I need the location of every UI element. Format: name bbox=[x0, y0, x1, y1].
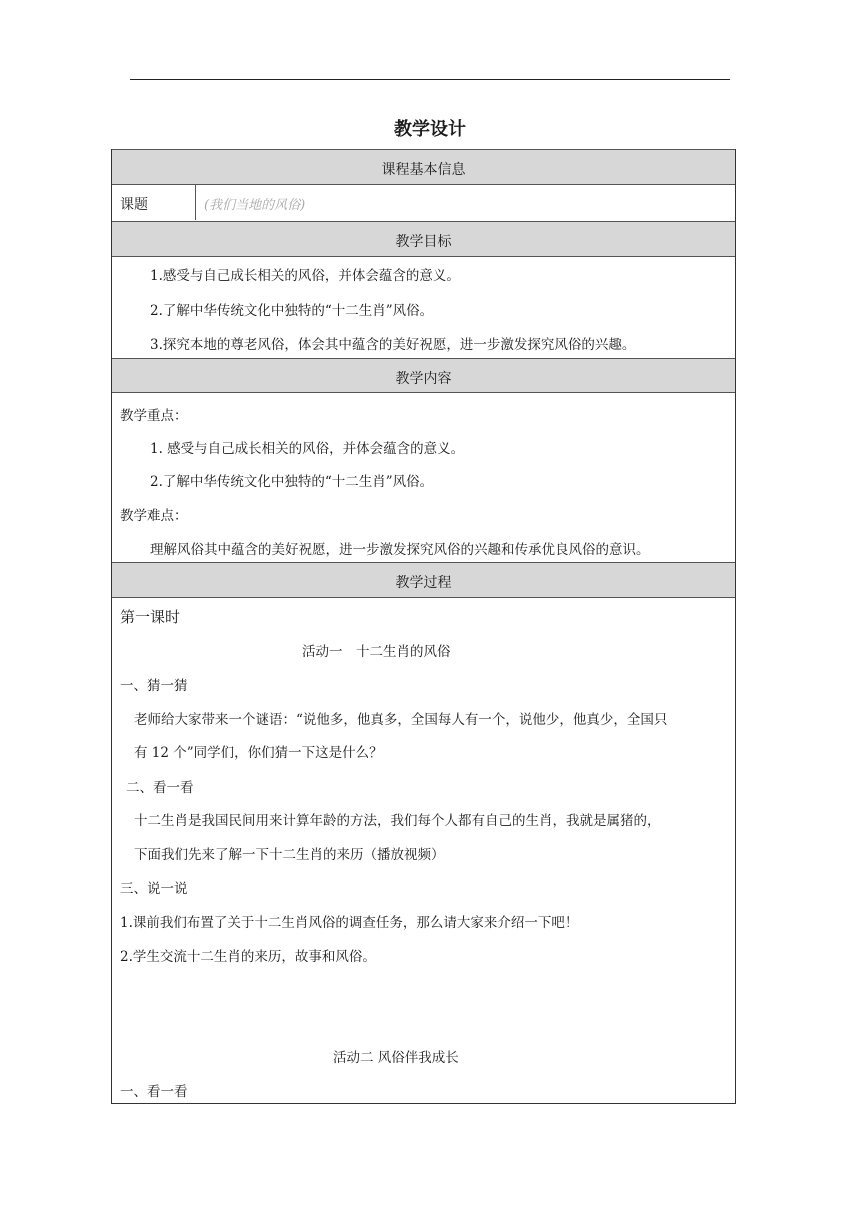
header-rule bbox=[130, 79, 730, 80]
key-points-label: 教学重点： bbox=[120, 408, 188, 424]
section-header-label: 教学过程 bbox=[395, 575, 452, 591]
step-title: 三、说一说 bbox=[120, 881, 188, 897]
step-title: 一、看一看 bbox=[120, 1084, 188, 1100]
step-line: 1.课前我们布置了关于十二生肖风俗的调查任务，那么请大家来介绍一下吧！ bbox=[120, 915, 579, 931]
objective-item: 2.了解中华传统文化中独特的“十二生肖”风俗。 bbox=[150, 303, 434, 319]
section-header-basic-info bbox=[112, 149, 735, 185]
objective-item: 3.探究本地的尊老风俗，体会其中蕴含的美好祝愿，进一步激发探究风俗的兴趣。 bbox=[150, 337, 636, 353]
key-point-item: 2.了解中华传统文化中独特的“十二生肖”风俗。 bbox=[150, 474, 434, 490]
activity-title: 活动二 风俗伴我成长 bbox=[333, 1050, 459, 1066]
lesson-table bbox=[111, 149, 736, 1104]
section-header-label: 课程基本信息 bbox=[381, 162, 466, 178]
step-line: 老师给大家带来一个谜语：“说他多，他真多，全国每人有一个，说他少，他真少，全国只 bbox=[134, 712, 668, 728]
page-title: 教学设计 bbox=[394, 119, 466, 140]
key-point-item: 1. 感受与自己成长相关的风俗，并体会蕴含的意义。 bbox=[150, 441, 465, 457]
lesson-label: 第一课时 bbox=[120, 608, 181, 626]
section-header-objectives bbox=[112, 221, 735, 257]
section-header-label: 教学目标 bbox=[395, 234, 452, 250]
difficulties-label: 教学难点： bbox=[120, 508, 188, 524]
activity-title: 活动一 十二生肖的风俗 bbox=[302, 644, 451, 660]
step-line: 下面我们先来了解一下十二生肖的来历（播放视频） bbox=[134, 847, 445, 863]
step-title: 二、看一看 bbox=[126, 780, 194, 796]
step-title: 一、猜一猜 bbox=[120, 678, 188, 694]
section-header-content bbox=[112, 358, 735, 393]
objective-item: 1.感受与自己成长相关的风俗，并体会蕴含的意义。 bbox=[150, 268, 460, 284]
step-line: 有 12 个”同学们，你们猜一下这是什么？ bbox=[134, 745, 383, 761]
step-line: 2.学生交流十二生肖的来历，故事和风俗。 bbox=[120, 949, 376, 965]
step-line: 十二生肖是我国民间用来计算年龄的方法，我们每个人都有自己的生肖，我就是属猪的， bbox=[134, 813, 661, 829]
section-header-process bbox=[112, 562, 735, 598]
topic-label: 课题 bbox=[112, 185, 196, 220]
topic-value: (我们当地的风俗) bbox=[204, 198, 306, 213]
section-header-label: 教学内容 bbox=[395, 371, 452, 387]
difficulty-item: 理解风俗其中蕴含的美好祝愿，进一步激发探究风俗的兴趣和传承优良风俗的意识。 bbox=[150, 542, 650, 558]
